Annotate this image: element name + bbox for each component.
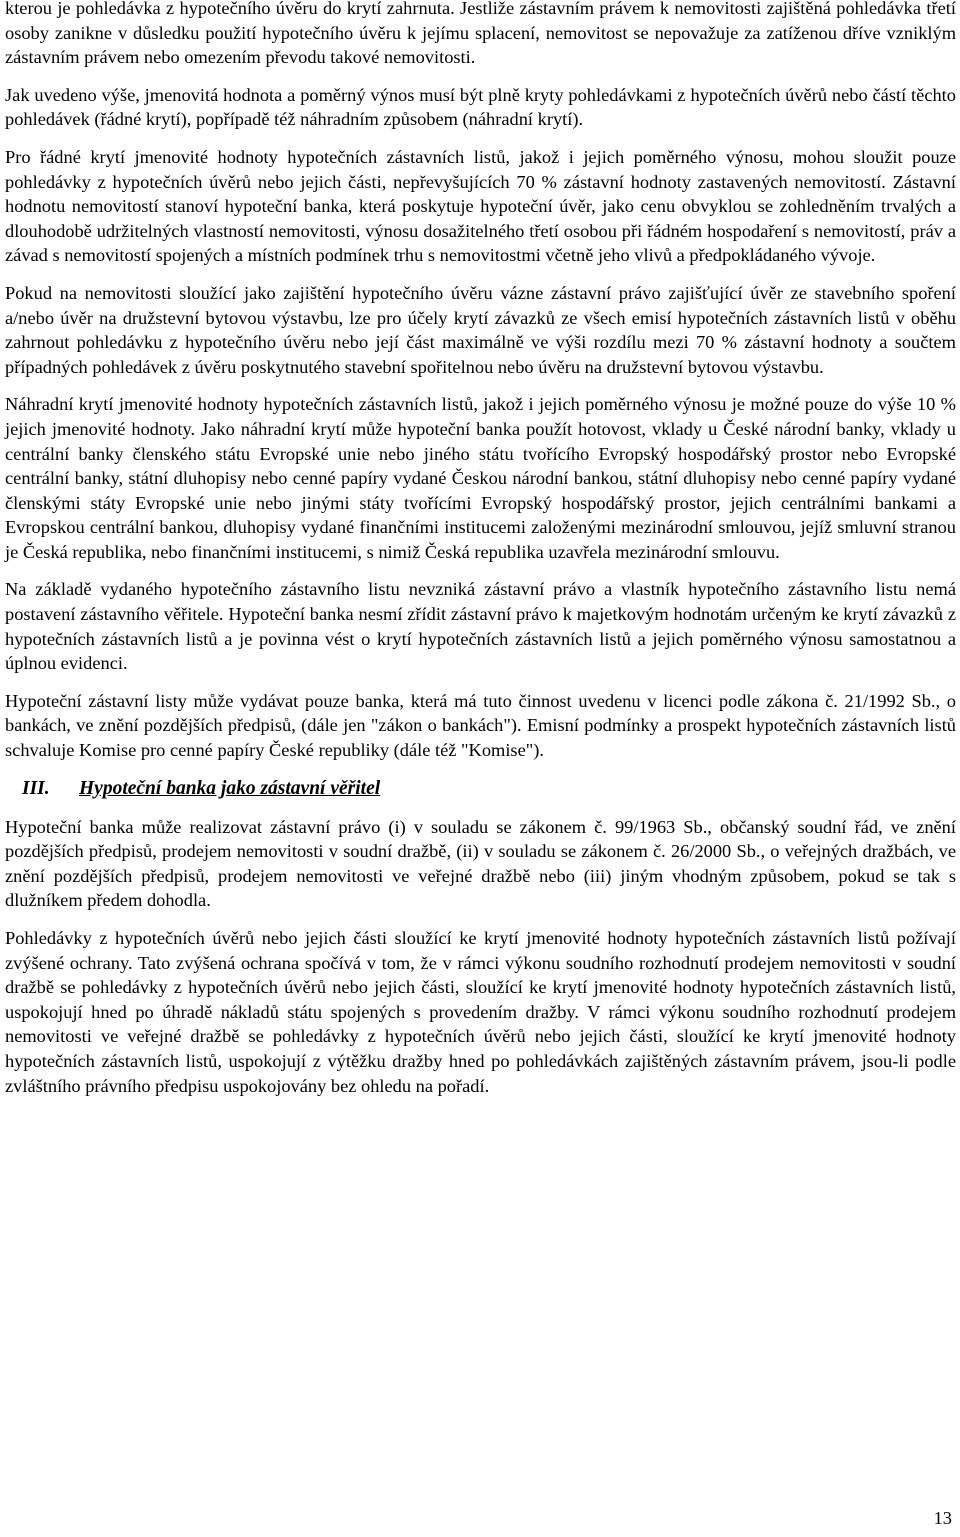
- section-title: Hypoteční banka jako zástavní věřitel: [79, 777, 381, 799]
- document-page: [5, 0, 956, 1111]
- paragraph: Na základě vydaného hypotečního zástavního listu nevzniká zástavní právo a vlastník hypotečního zástavního listu nemá postavení zástavního věřitele. Hypoteční banka nesmí zřídit zástavní právo k majetkovým hodnotám určeným ke krytí závazků z hypotečních zástavních listů a je povinna vést o krytí hypotečních zástavních listů a jejich poměrného výnosu samostatnou a úplnou evidenci.: [5, 579, 956, 674]
- paragraph: Hypoteční zástavní listy může vydávat pouze banka, která má tuto činnost uvedenu v licenci podle zákona č. 21/1992 Sb., o bankách, ve znění pozdějších předpisů, (dále jen "zákon o bankách"). Emisní podmínky a prospekt hypotečních zástavních listů schvaluje Komise pro cenné papíry České republiky (dále též "Komise").: [5, 690, 956, 761]
- paragraph: Náhradní krytí jmenovité hodnoty hypotečních zástavních listů, jakož i jejich poměrného výnosu je možné pouze do výše 10 % jejich jmenovité hodnoty. Jako náhradní krytí může hypoteční banka použít hotovost, vklady u České národní banky, vklady u centrální banky členského státu Evropské unie nebo jiného státu tvořícího Evropský hospodářský prostor nebo Evropské centrální banky, státní dluhopisy nebo cenné papíry vydané Českou národní bankou, státní dluhopisy nebo cenné papíry vydané členskými státy Evropské unie nebo jinými státy tvořícími Evropský hospodářský prostor, jejich centrálními bankami a Evropskou centrální bankou, dluhopisy vydané finančními institucemi založenými mezinárodní smlouvou, jejíž smluvní stranou je Česká republika, nebo finančními institucemi, s nimiž Česká republika uzavřela mezinárodní smlouvu.: [5, 394, 956, 562]
- section-number: III.: [22, 777, 50, 799]
- page-number: 13: [933, 1508, 952, 1528]
- paragraph: Jak uvedeno výše, jmenovitá hodnota a poměrný výnos musí být plně kryty pohledávkami z hypotečních úvěrů nebo částí těchto pohledávek (řádné krytí), popřípadě též náhradním způsobem (náhradní krytí).: [5, 84, 956, 130]
- paragraph: Pohledávky z hypotečních úvěrů nebo jejich části sloužící ke krytí jmenovité hodnoty hypotečních zástavních listů požívají zvýšené ochrany. Tato zvýšená ochrana spočívá v tom, že v rámci výkonu soudního rozhodnutí prodejem nemovitosti v soudní dražbě se pohledávky z hypotečních úvěrů nebo jejich části, sloužící ke krytí jmenovité hodnoty hypotečních zástavních listů, uspokojují hned po úhradě nákladů státu spojených s provedením dražby. V rámci výkonu soudního rozhodnutí prodejem nemovitosti ve veřejné dražbě se pohledávky z hypotečních úvěrů nebo jejich části, sloužící ke krytí jmenovité hodnoty hypotečních zástavních listů, uspokojují z výtěžku dražby hned po pohledávkách zajištěných zástavním právem, jsou-li podle zvláštního právního předpisu uspokojovány bez ohledu na pořadí.: [5, 928, 956, 1096]
- paragraph: Hypoteční banka může realizovat zástavní právo (i) v souladu se zákonem č. 99/1963 Sb., občanský soudní řád, ve znění pozdějších předpisů, prodejem nemovitosti v soudní dražbě, (ii) v souladu se zákonem č. 26/2000 Sb., o veřejných dražbách, ve znění pozdějších předpisů, prodejem nemovitosti ve veřejné dražbě nebo (iii) jiným vhodným způsobem, pokud se tak s dlužníkem předem dohodla.: [5, 816, 956, 911]
- paragraph: kterou je pohledávka z hypotečního úvěru do krytí zahrnuta. Jestliže zástavním právem k nemovitosti zajištěná pohledávka třetí osoby zanikne v důsledku použití hypotečního úvěru k jejímu splacení, nemovitost se nepovažuje za zatíženou dříve vzniklým zástavním právem nebo omezením převodu takové nemovitosti.: [5, 0, 956, 68]
- paragraph: Pokud na nemovitosti sloužící jako zajištění hypotečního úvěru vázne zástavní právo zajišťující úvěr ze stavebního spoření a/nebo úvěr na družstevní bytovou výstavbu, lze pro účely krytí závazků ze všech emisí hypotečních zástavních listů v oběhu zahrnout pohledávku z hypotečního úvěru nebo její část maximálně ve výši rozdílu mezi 70 % zástavní hodnoty a součtem případných pohledávek z úvěru poskytnutého stavební spořitelnou nebo úvěru na družstevní bytovou výstavbu.: [5, 282, 956, 377]
- paragraph: Pro řádné krytí jmenovité hodnoty hypotečních zástavních listů, jakož i jejich poměrného výnosu, mohou sloužit pouze pohledávky z hypotečních úvěrů nebo jejich části, nepřevyšujících 70 % zástavní hodnoty zastavených nemovitostí. Zástavní hodnotu nemovitostí stanoví hypoteční banka, která poskytuje hypoteční úvěr, jako cenu obvyklou se zohledněním trvalých a dlouhodobě udržitelných vlastností nemovitosti, výnosu dosažitelného třetí osobou při řádném hospodaření s nemovitostí, práv a závad s nemovitostí spojených a místních podmínek trhu s nemovitostmi včetně jeho vlivů a předpokládaného vývoje.: [5, 146, 956, 266]
- section-heading: [5, 776, 956, 802]
